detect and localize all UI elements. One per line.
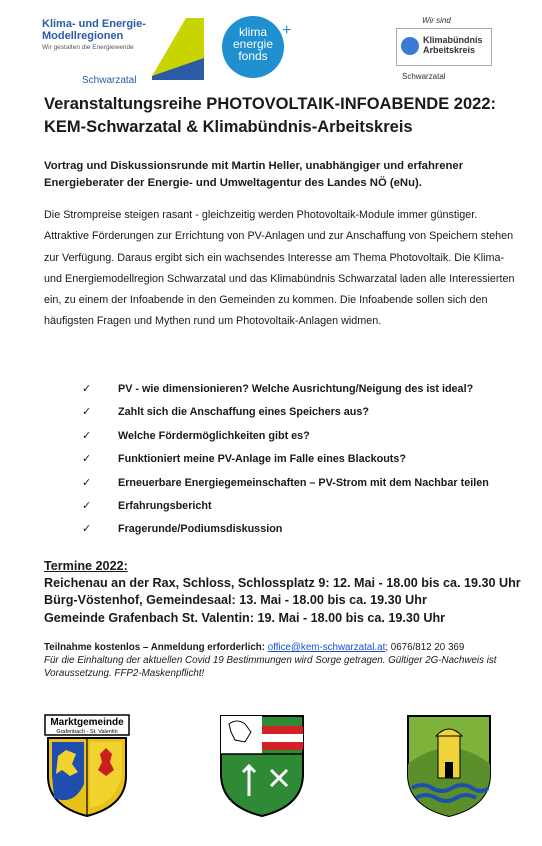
registration-label: Teilnahme kostenlos – Anmeldung erforderlich:: [44, 642, 266, 653]
list-item: ✓ Fragerunde/Podiumsdiskussion: [82, 518, 522, 541]
check-icon: ✓: [82, 523, 92, 536]
topic-list: [82, 378, 522, 542]
intro-text: Vortrag und Diskussionsrunde mit Martin Heller, unabhängiger und erfahrener Energieberater der Energie- und Umweltagentur des Landes NÖ (eNu).: [44, 160, 464, 189]
klimabuendnis-line2: Arbeitskreis: [423, 45, 476, 55]
klimafonds-line3: fonds: [238, 49, 268, 63]
klimabuendnis-logo: [388, 16, 498, 88]
reichenau-crest-icon: [219, 714, 305, 818]
kem-logo: [42, 18, 202, 88]
page-title: [44, 93, 514, 139]
termin-date: Gemeinde Grafenbach St. Valentin: 19. Mai - 18.00 bis ca. 19.30 Uhr: [44, 610, 446, 625]
crest-left-line2: Grafenbach - St. Valentin: [56, 729, 118, 735]
klimabuendnis-badge: [396, 28, 492, 66]
klimafonds-line1: klima: [238, 25, 267, 39]
email-link[interactable]: office@kem-schwarzatal.at: [267, 642, 386, 653]
header-logos: [0, 8, 542, 88]
list-item: ✓ Welche Fördermöglichkeiten gibt es?: [82, 425, 522, 448]
grafenbach-crest-icon: [44, 714, 130, 818]
phone-number: ; 0676/812 20 369: [385, 642, 465, 653]
check-icon: ✓: [82, 429, 92, 442]
termin-date: Reichenau an der Rax, Schloss, Schlossplatz 9: 12. Mai - 18.00 bis ca. 19.30 Uhr: [44, 576, 521, 590]
check-icon: ✓: [82, 476, 92, 489]
kem-logo-line2: Modellregionen: [42, 30, 124, 42]
kem-logo-tagline: Wir gestalten die Energiewende: [42, 44, 134, 51]
title-line2: KEM-Schwarzatal & Klimabündnis-Arbeitskreis: [44, 118, 413, 136]
check-icon: ✓: [82, 499, 92, 512]
covid-note: Für die Einhaltung der aktuellen Covid 19 Bestimmungen wird Sorge getragen. Gültiger 2G-Nachweis ist Voraussetzung. FFP2-Maskenpflicht!: [44, 655, 497, 680]
termin-date: Bürg-Vöstenhof, Gemeindesaal: 13. Mai - 18.00 bis ca. 19.30 Uhr: [44, 593, 427, 608]
termine-heading: Termine 2022:: [44, 559, 128, 573]
klimabuendnis-bottom: Schwarzatal: [402, 72, 446, 81]
title-line1: Veranstaltungsreihe PHOTOVOLTAIK-INFOABENDE 2022:: [44, 95, 497, 113]
klimafonds-line2: energie: [232, 37, 274, 51]
list-item: ✓ Erneuerbare Energiegemeinschaften – PV-Strom mit dem Nachbar teilen: [82, 472, 522, 495]
list-item: ✓ PV - wie dimensionieren? Welche Ausrichtung/Neigung des ist ideal?: [82, 378, 522, 401]
list-item: ✓ Zahlt sich die Anschaffung eines Speichers aus?: [82, 401, 522, 424]
klimafonds-plus: +: [282, 22, 292, 39]
termine-section: [44, 558, 524, 627]
klimabuendnis-line1: Klimabündnis: [423, 35, 483, 45]
body-text: Die Strompreise steigen rasant - gleichzeitig werden Photovoltaik-Module immer günstiger. Attraktive Förderungen zur Errichtung von PV-Anlagen und zur Anschaffung von Speichern stehen zur Verfügung. Daraus ergibt sich ein wachsendes Interesse am Thema Photovoltaik. Die Klima- und Energiemodellregion Schwarzatal und das Klimabündnis Schwarzatal laden alle Interessierten ein, zu einem der Infoabende in den Gemeinden zu kommen. Die Infoabende sollen sich den häufigsten Fragen und Mythen rund um Photovoltaik-Anlagen widmen.: [44, 209, 515, 328]
kem-logo-region: Schwarzatal: [82, 75, 137, 86]
kem-swoosh-icon: [152, 18, 204, 80]
list-item: ✓ Funktioniert meine PV-Anlage im Falle eines Blackouts?: [82, 448, 522, 471]
globe-icon: [401, 37, 419, 55]
klimafonds-logo: [222, 16, 292, 86]
klimabuendnis-top: Wir sind: [422, 16, 451, 25]
registration-section: [44, 641, 524, 681]
kem-logo-line1: Klima- und Energie-: [42, 18, 146, 30]
check-icon: ✓: [82, 383, 92, 395]
check-icon: ✓: [82, 406, 92, 419]
buerg-voestenhof-crest-icon: [406, 714, 492, 818]
check-icon: ✓: [82, 453, 92, 466]
list-item: ✓ Erfahrungsbericht: [82, 495, 522, 518]
crest-left-line1: Marktgemeinde: [50, 717, 124, 728]
